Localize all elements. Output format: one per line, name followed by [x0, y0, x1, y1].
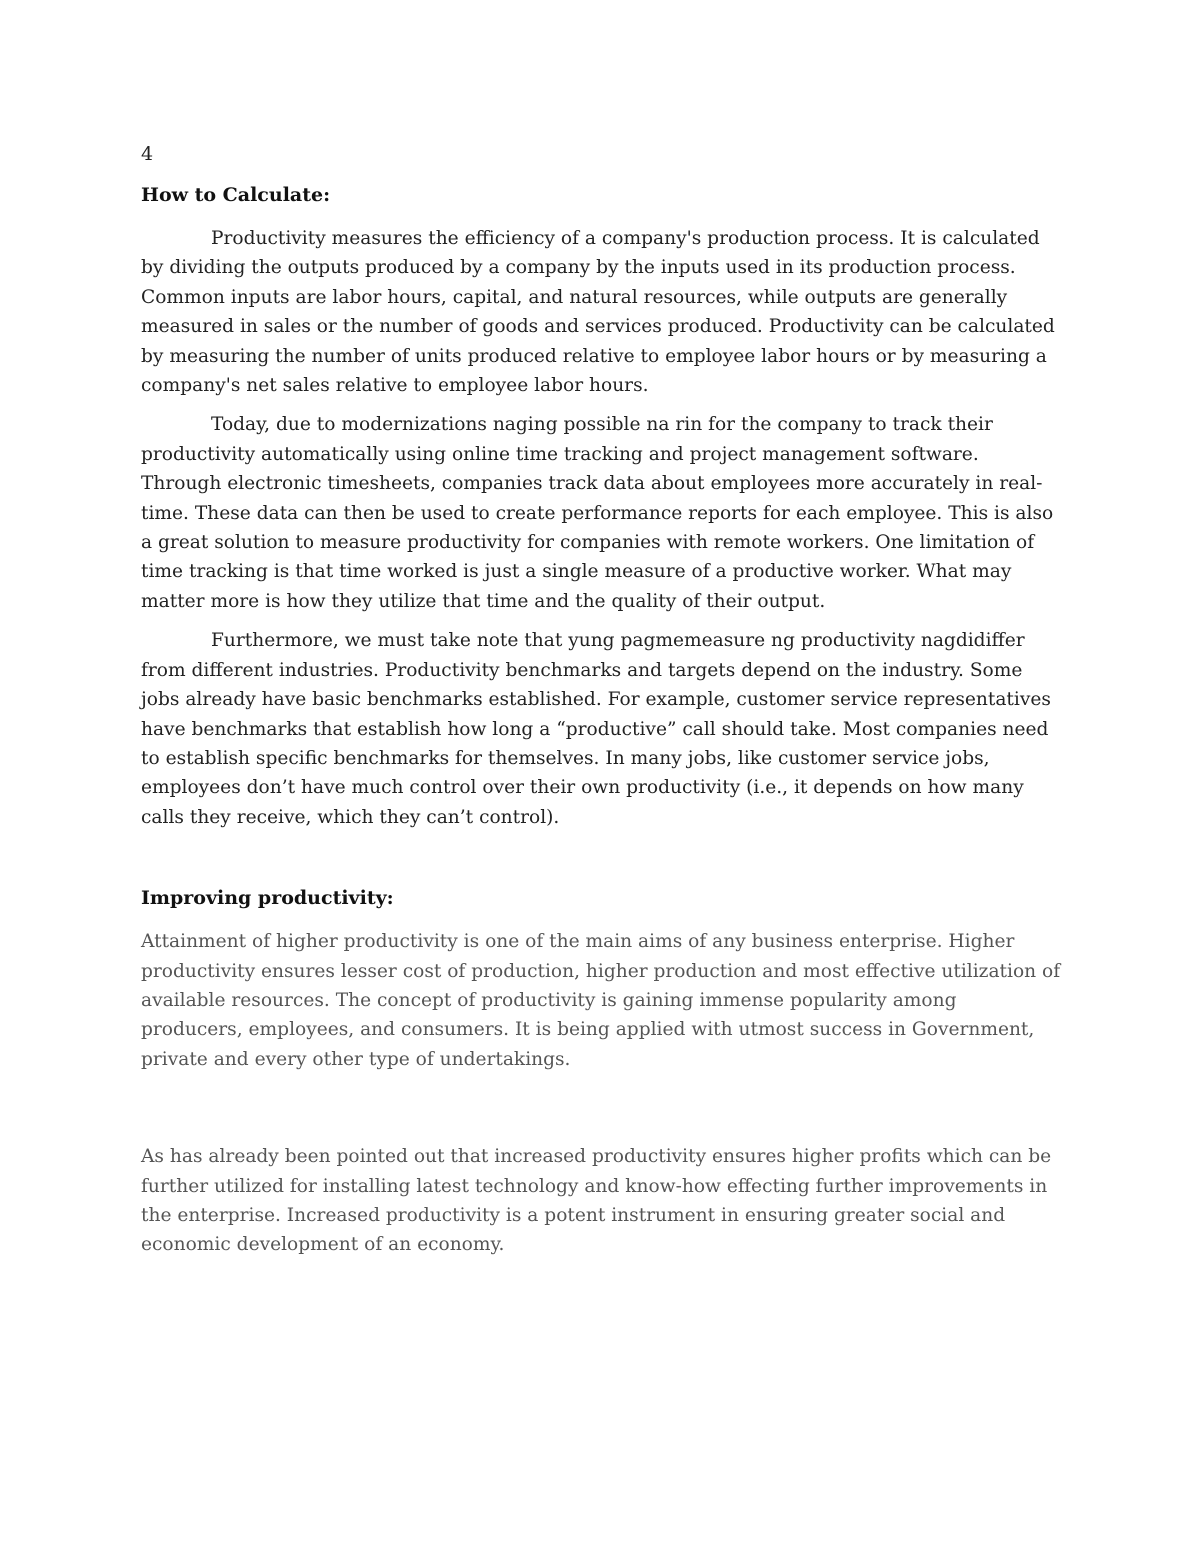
- spacer: [141, 1084, 1063, 1142]
- spacer: [141, 842, 1063, 884]
- page-number: 4: [141, 143, 154, 165]
- paragraph-higher-productivity: Attainment of higher productivity is one of the main aims of any business enterprise. Higher productivity ensures lesser cost of production, higher production and most effective utilization of available resources. The concept of productivity is gaining immense popularity among producers, employees, and consumers. It is being applied with utmost success in Government, private and every other type of undertakings.: [141, 931, 1061, 1070]
- paragraph-benchmarks: Furthermore, we must take note that yung pagmemeasure ng productivity nagdidiffer from different industries. Productivity benchmarks and targets depend on the industry. Some jobs already have basic benchmarks established. For example, customer service representatives have benchmarks that establish how long a “productive” call should take. Most companies need to establish specific benchmarks for themselves. In many jobs, like customer service jobs, employees don’t have much control over their own productivity (i.e., it depends on how many calls they receive, which they can’t control).: [141, 630, 1051, 828]
- section-heading-how-to-calculate: How to Calculate:: [141, 184, 331, 206]
- paragraph-time-tracking: Today, due to modernizations naging possible na rin for the company to track their productivity automatically using online time tracking and project management software. Through electronic timesheets, companies track data about employees more accurately in real-time. These data can then be used to create performance reports for each employee. This is also a great solution to measure productivity for companies with remote workers. One limitation of time tracking is that time worked is just a single measure of a productive worker. What may matter more is how they utilize that time and the quality of their output.: [141, 414, 1054, 612]
- paragraph-increased-productivity: As has already been pointed out that increased productivity ensures higher profits which can be further utilized for installing latest technology and know-how effecting further improvements in the enterprise. Increased productivity is a potent instrument in ensuring greater social and economic development of an economy.: [141, 1146, 1052, 1256]
- paragraph-productivity-definition: Productivity measures the efficiency of a company's production process. It is calculated by dividing the outputs produced by a company by the inputs used in its production process. Common inputs are labor hours, capital, and natural resources, while outputs are generally measured in sales or the number of goods and services produced. Productivity can be calculated by measuring the number of units produced relative to employee labor hours or by measuring a company's net sales relative to employee labor hours.: [141, 228, 1055, 397]
- page-content: [141, 140, 1063, 1270]
- section-heading-improving-productivity: Improving productivity:: [141, 887, 394, 910]
